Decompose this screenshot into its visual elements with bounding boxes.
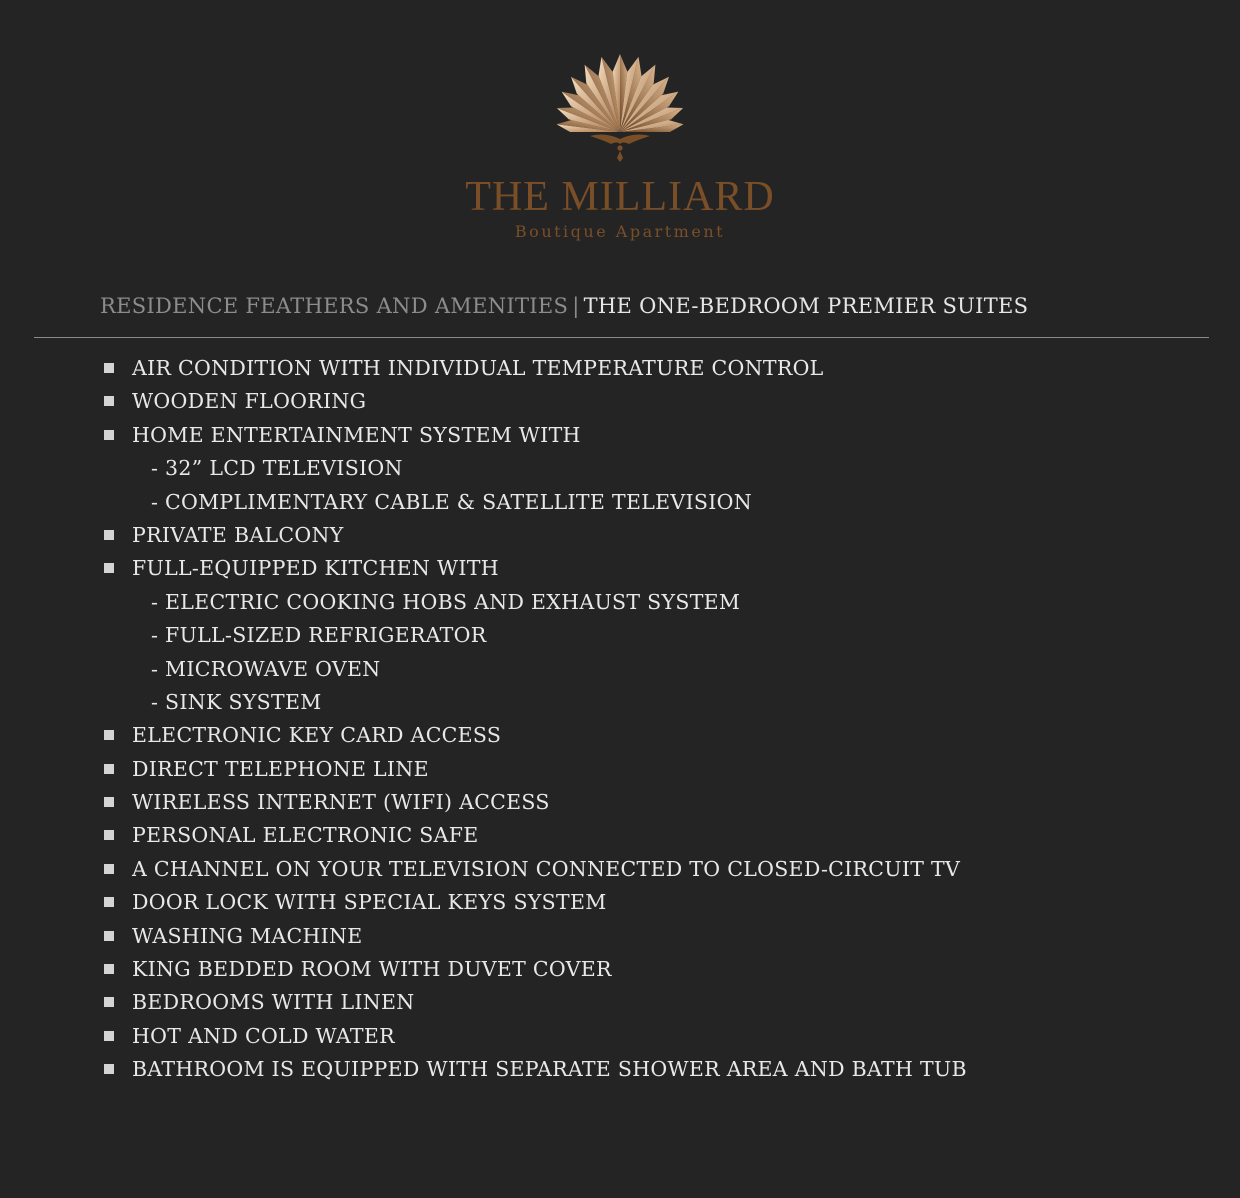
amenity-item <box>104 920 967 953</box>
amenity-item <box>104 552 967 585</box>
amenity-text: - 32” LCD TELEVISION <box>151 456 403 481</box>
amenity-text: - SINK SYSTEM <box>151 689 322 714</box>
bullet-square-icon <box>104 396 114 406</box>
amenity-text: BEDROOMS WITH LINEN <box>132 990 415 1015</box>
heading-category: RESIDENCE FEATHERS AND AMENITIES <box>100 294 569 318</box>
amenity-text: A CHANNEL ON YOUR TELEVISION CONNECTED TO CLOSED-CIRCUIT TV <box>132 856 961 881</box>
amenity-text: KING BEDDED ROOM WITH DUVET COVER <box>132 957 612 982</box>
amenity-item <box>104 986 967 1019</box>
fan-logo-icon <box>545 40 695 166</box>
bullet-square-icon <box>104 830 114 840</box>
heading-separator: | <box>572 294 580 318</box>
bullet-square-icon <box>104 563 114 573</box>
amenity-text: FULL-EQUIPPED KITCHEN WITH <box>132 556 499 581</box>
amenity-subitem <box>104 619 967 652</box>
amenity-text: BATHROOM IS EQUIPPED WITH SEPARATE SHOWER AREA AND BATH TUB <box>132 1057 967 1082</box>
bullet-square-icon <box>104 1031 114 1041</box>
brand-logo <box>0 40 1240 242</box>
bullet-square-icon <box>104 897 114 907</box>
amenity-item <box>104 719 967 752</box>
amenity-subitem <box>104 653 967 686</box>
amenity-text: WASHING MACHINE <box>132 923 363 948</box>
amenity-item <box>104 786 967 819</box>
amenity-text: HOT AND COLD WATER <box>132 1023 395 1048</box>
brand-tagline: Boutique Apartment <box>514 222 726 241</box>
amenity-text: - MICROWAVE OVEN <box>151 656 381 681</box>
bullet-square-icon <box>104 1064 114 1074</box>
bullet-square-icon <box>104 530 114 540</box>
amenity-subitem <box>104 452 967 485</box>
amenity-text: PERSONAL ELECTRONIC SAFE <box>132 823 479 848</box>
bullet-square-icon <box>104 997 114 1007</box>
brand-name: THE MILLIARD <box>465 174 775 220</box>
amenity-item <box>104 819 967 852</box>
amenity-text: ELECTRONIC KEY CARD ACCESS <box>132 723 502 748</box>
amenity-item <box>104 953 967 986</box>
heading-suite-title: THE ONE-BEDROOM PREMIER SUITES <box>583 294 1029 318</box>
amenity-text: - FULL-SIZED REFRIGERATOR <box>151 623 487 648</box>
section-heading <box>100 294 1028 318</box>
amenity-text: PRIVATE BALCONY <box>132 522 344 547</box>
amenity-item <box>104 1053 967 1086</box>
amenity-item <box>104 419 967 452</box>
bullet-square-icon <box>104 730 114 740</box>
bullet-square-icon <box>104 764 114 774</box>
amenity-item <box>104 1020 967 1053</box>
amenity-text: AIR CONDITION WITH INDIVIDUAL TEMPERATURE CONTROL <box>132 356 824 380</box>
amenity-item <box>104 753 967 786</box>
amenity-text: DIRECT TELEPHONE LINE <box>132 756 429 781</box>
amenity-subitem <box>104 686 967 719</box>
amenities-list <box>104 352 967 1087</box>
bullet-square-icon <box>104 797 114 807</box>
bullet-square-icon <box>104 430 114 440</box>
bullet-square-icon <box>104 363 114 373</box>
amenity-text: HOME ENTERTAINMENT SYSTEM WITH <box>132 422 581 447</box>
bullet-square-icon <box>104 864 114 874</box>
amenity-item <box>104 886 967 919</box>
amenity-item <box>104 352 967 385</box>
amenity-text: - ELECTRIC COOKING HOBS AND EXHAUST SYSTEM <box>151 589 741 614</box>
amenity-text: WOODEN FLOORING <box>132 389 367 414</box>
amenity-item <box>104 853 967 886</box>
amenity-subitem <box>104 586 967 619</box>
bullet-square-icon <box>104 931 114 941</box>
divider <box>34 337 1209 338</box>
amenity-text: WIRELESS INTERNET (WIFI) ACCESS <box>132 790 550 815</box>
amenity-item <box>104 519 967 552</box>
amenity-text: - COMPLIMENTARY CABLE & SATELLITE TELEVISION <box>151 489 752 514</box>
amenity-item <box>104 385 967 418</box>
amenity-text: DOOR LOCK WITH SPECIAL KEYS SYSTEM <box>132 890 607 915</box>
amenity-subitem <box>104 486 967 519</box>
bullet-square-icon <box>104 964 114 974</box>
